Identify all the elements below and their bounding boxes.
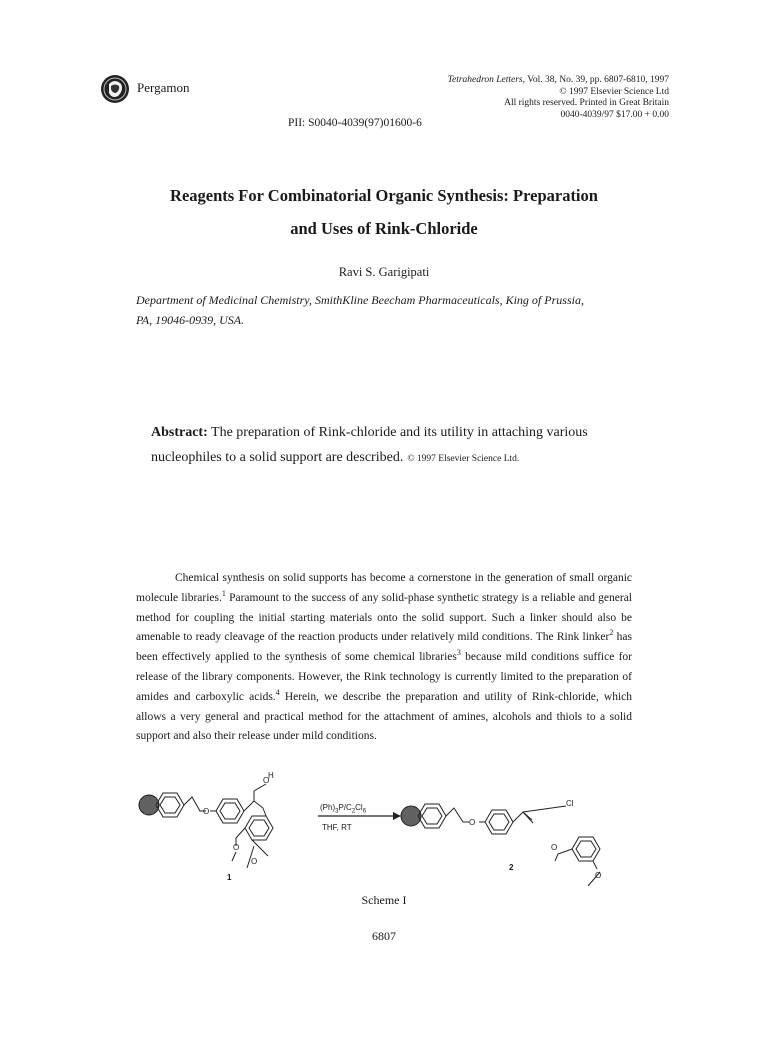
scheme-caption: Scheme I: [361, 893, 407, 907]
issn-price: 0040-4039/97 $17.00 + 0.00: [560, 109, 669, 120]
body-text-segment: Chemical synthesis on solid supports has become a cornerstone in the generation of small organic molecule libraries.: [136, 572, 632, 604]
reference-2: 2: [609, 628, 614, 638]
publisher-name: Pergamon: [137, 80, 190, 95]
atom-label-o: O: [203, 807, 210, 816]
title-line-1: Reagents For Combinatorial Organic Synthesis: Preparation: [170, 186, 598, 205]
author-affiliation: [136, 290, 656, 330]
compound-number-2: 2: [509, 863, 514, 872]
journal-name: Tetrahedron Letters: [447, 75, 523, 85]
reference-3: 3: [456, 648, 461, 658]
reaction-conditions: THF, RT: [322, 823, 352, 832]
atom-label-o: O: [551, 843, 558, 852]
atom-label-o: O: [251, 857, 258, 866]
abstract-copyright: © 1997 Elsevier Science Ltd.: [407, 454, 520, 464]
rights-line: All rights reserved. Printed in Great Britain: [504, 98, 669, 108]
affiliation-line-2: PA, 19046-0939, USA.: [136, 313, 245, 327]
reaction-scheme: [130, 771, 640, 896]
abstract: [151, 420, 621, 472]
abstract-label: Abstract:: [151, 425, 208, 440]
atom-label-o: O: [595, 871, 602, 880]
reagent-label: $(Ph)_3P/C_2Cl_6$: [320, 803, 367, 815]
body-text-segment: Herein, we describe the preparation and utility of Rink-chloride, which allows a very general and practical method for the attachment of amines, alcohols and thiols to a solid support and also their release under mild conditions.: [136, 690, 632, 743]
citation-line: [448, 75, 669, 87]
compound-number-1: 1: [227, 873, 232, 882]
pii-identifier: PII: S0040-4039(97)01600-6: [288, 117, 422, 129]
paper-title: [110, 179, 658, 245]
atom-label-o: O: [233, 843, 240, 852]
copyright-line: © 1997 Elsevier Science Ltd: [559, 86, 669, 97]
author-name: Ravi S. Garigipati: [338, 265, 430, 279]
atom-label-cl: Cl: [566, 799, 574, 808]
reference-4: 4: [275, 687, 280, 697]
title-line-2: and Uses of Rink-Chloride: [290, 219, 478, 238]
journal-info: [448, 75, 669, 121]
page-number: 6807: [372, 929, 396, 943]
atom-label-o: O: [469, 818, 476, 827]
body-text-segment: because mild conditions suffice for release of the library components. However, the Rink technology is currently limited to the preparation of amides and carboxylic acids.: [136, 651, 632, 703]
pergamon-logo: [100, 74, 130, 104]
atom-label-h: H: [268, 771, 274, 780]
body-text-segment: has been effectively applied to the synthesis of some chemical libraries: [136, 631, 632, 664]
journal-volume-pages: , Vol. 38, No. 39, pp. 6807-6810, 1997: [522, 75, 669, 85]
reference-1: 1: [221, 588, 226, 598]
atom-label-o: O: [263, 776, 270, 785]
abstract-text: The preparation of Rink-chloride and its utility in attaching various nucleophiles to a solid support are described.: [151, 425, 588, 465]
body-paragraph: [136, 569, 632, 747]
body-text-segment: Paramount to the success of any solid-phase synthetic strategy is a reliable and general method for coupling the initial starting materials onto the solid support. Such a linker should also be amenable to ready cleavage of the reaction products under relatively mild conditions. The Rink linker: [136, 591, 632, 644]
affiliation-line-1: Department of Medicinal Chemistry, SmithKline Beecham Pharmaceuticals, King of Prussia,: [136, 293, 584, 307]
